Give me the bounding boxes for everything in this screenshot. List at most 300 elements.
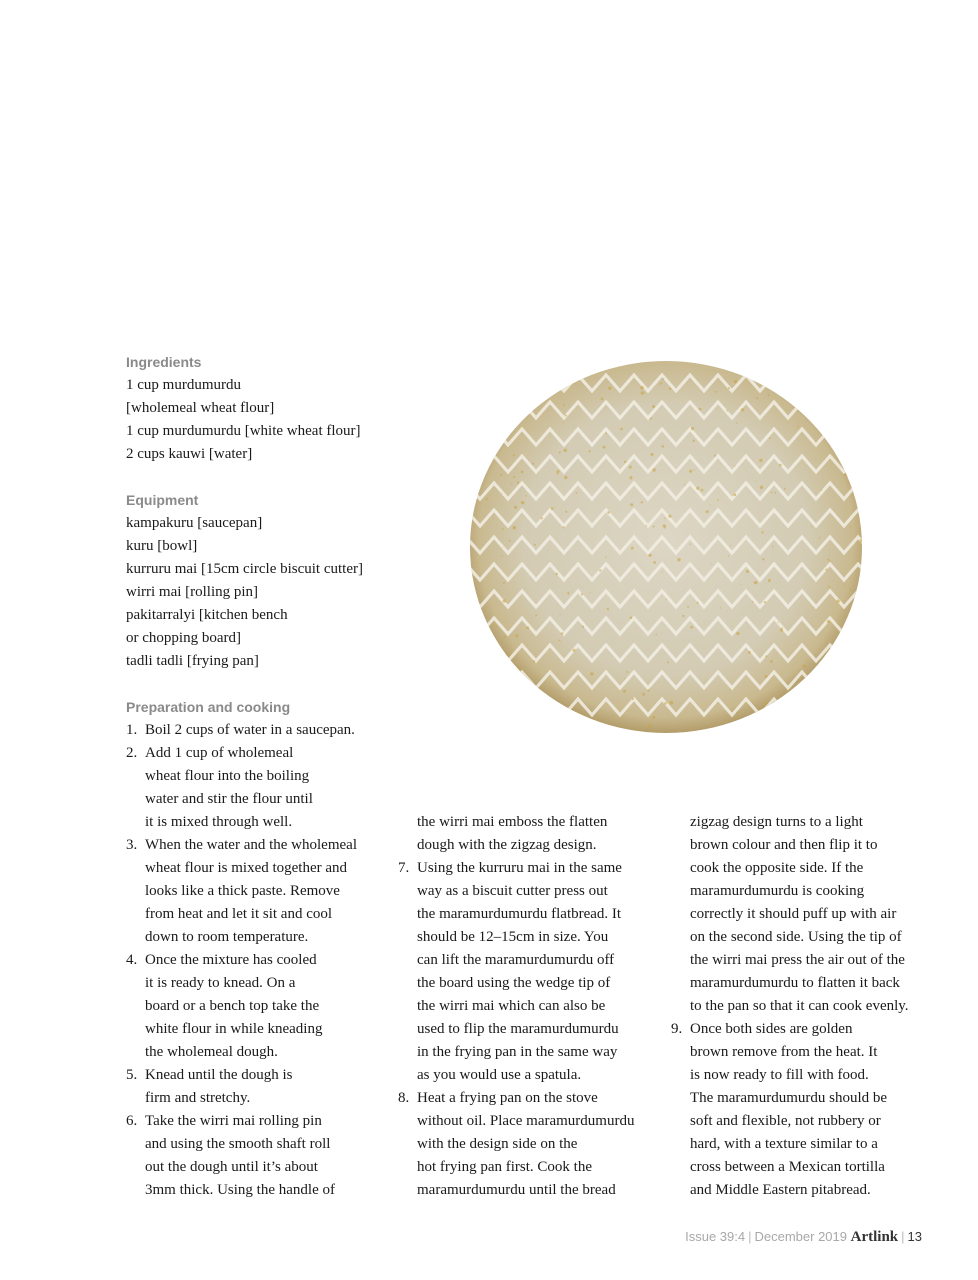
flour-speckle [851,661,854,664]
flour-speckle [748,651,751,654]
flour-speckle [500,438,501,439]
step-line: the wirri mai emboss the flatten [417,814,608,830]
step-number: 3. [126,837,138,853]
flour-speckle [568,594,569,595]
flour-speckle [620,428,623,431]
flour-speckle [531,359,534,362]
step-line: out the dough until it’s about [145,1159,318,1175]
flour-speckle [859,459,860,460]
flour-speckle [661,465,662,466]
flour-speckle [629,466,632,469]
flour-speckle [732,626,733,627]
flour-speckle [624,461,626,463]
flour-speckle [736,632,739,635]
flour-speckle [850,590,852,592]
flour-speckle [468,494,470,496]
flour-speckle [740,585,741,586]
flour-speckle [662,445,665,448]
flour-speckle [701,489,704,492]
flour-speckle [513,526,516,529]
flour-speckle [798,423,799,424]
flour-speckle [499,384,500,385]
flour-speckle [669,388,671,390]
flour-speckle [849,554,850,555]
flour-speckle [578,358,580,360]
flour-speckle [738,627,739,628]
flour-speckle [779,464,782,467]
flour-speckle [535,614,537,616]
flour-speckle [801,721,803,723]
step-number: 1. [126,722,138,738]
flour-speckle [607,511,610,514]
flour-speckle [720,607,721,608]
step-line: cook the opposite side. If the [690,860,864,876]
flour-speckle [653,561,656,564]
step-number: 9. [671,1021,683,1037]
issue-date: December 2019 [754,1229,847,1244]
flour-speckle [646,525,648,527]
flour-speckle [573,649,576,652]
flour-speckle [630,503,633,506]
step-7 [398,857,668,1087]
flour-speckle [521,471,524,474]
flour-speckle [647,689,649,691]
flour-speckle [603,446,606,449]
flour-speckle [608,387,611,390]
flour-speckle [827,559,829,561]
flour-speckle [663,378,665,380]
flour-speckle [493,518,494,519]
flour-speckle [768,383,770,385]
flour-speckle [728,555,729,556]
flour-speckle [629,476,632,479]
step-line: Using the kurruru mai in the same [417,860,622,876]
flour-speckle [829,560,831,562]
flour-speckle [656,634,658,636]
ingredient-line: 2 cups kauwi [water] [126,446,253,462]
step-5 [126,1064,396,1110]
flour-speckle [780,735,781,736]
flour-speckle [588,450,590,452]
flour-speckle [589,592,590,593]
flour-speckle [777,622,778,623]
flour-speckle [730,545,731,546]
brand-logo: Artlink [850,1229,899,1245]
flour-speckle [605,433,607,435]
step-8 [398,1087,668,1202]
ingredient-line: [wholemeal wheat flour] [126,400,275,416]
step-line: the wholemeal dough. [145,1044,278,1060]
flour-speckle [528,707,531,710]
flour-speckle [501,556,502,557]
flour-speckle [764,601,766,603]
flour-speckle [771,492,773,494]
step-line: board or a bench top take the [145,998,320,1014]
ingredients-list [126,374,396,466]
flour-speckle [684,484,685,485]
flour-speckle [465,543,467,545]
step-line: looks like a thick paste. Remove [145,883,340,899]
flour-speckle [765,702,768,705]
flour-speckle [565,511,567,513]
step-line: as you would use a spatula. [417,1067,582,1083]
flour-speckle [754,581,758,585]
equipment-line: or chopping board] [126,630,241,646]
step-line: in the frying pan in the same way [417,1044,618,1060]
step-line: zigzag design turns to a light [690,814,863,830]
flour-speckle [511,483,512,484]
flour-speckle [506,690,507,691]
flour-speckle [734,465,735,466]
flour-speckle [660,383,662,385]
flour-speckle [626,671,628,673]
flour-speckle [696,487,699,490]
flour-speckle [765,655,767,657]
step-line: and using the smooth shaft roll [145,1136,331,1152]
flour-speckle [766,709,768,711]
flour-speckle [855,426,856,427]
flour-speckle [827,620,830,623]
preparation-steps [126,719,396,1202]
flour-speckle [769,437,771,439]
flour-speckle [682,615,684,617]
flour-speckle [555,507,556,508]
flour-speckle [576,492,578,494]
flour-speckle [653,526,655,528]
flour-speckle [831,402,834,405]
flour-speckle [768,395,770,397]
step-line: the wirri mai which can also be [417,998,606,1014]
flour-speckle [518,668,521,671]
preparation-heading: Preparation and cooking [126,699,291,715]
flour-speckle [472,659,473,660]
flour-speckle [623,690,626,693]
flour-speckle [706,510,709,513]
flour-speckle [590,672,594,676]
flour-speckle [728,387,730,389]
flour-speckle [733,722,736,725]
flour-speckle [797,426,799,428]
flour-speckle [501,492,502,493]
flour-speckle [605,556,606,557]
equipment-line: kuru [bowl] [126,538,198,554]
step-line: without oil. Place maramurdumurdu [417,1113,635,1129]
flour-speckle [466,435,469,438]
flour-speckle [497,710,498,711]
flour-speckle [652,468,655,471]
ingredient-line: 1 cup murdumurdu [white wheat flour] [126,423,361,439]
flour-speckle [517,481,519,483]
flour-speckle [715,391,717,393]
flour-speckle [780,705,782,707]
step-line: down to room temperature. [145,929,309,945]
flour-speckle [533,660,535,662]
step-line: cross between a Mexican tortilla [690,1159,885,1175]
flour-speckle [559,614,560,615]
step-line: and Middle Eastern pitabread. [690,1182,871,1198]
flour-speckle [760,486,763,489]
flour-speckle [567,592,569,594]
step-line: The maramurdumurdu should be [690,1090,888,1106]
flour-speckle [518,362,521,365]
flour-speckle [565,415,567,417]
flour-speckle [860,539,864,543]
flour-speckle [515,403,516,404]
flour-speckle [503,599,507,603]
step-line: is now ready to fill with food. [690,1067,869,1083]
flour-speckle [475,481,477,483]
flour-speckle [555,573,558,576]
step-line: Knead until the dough is [145,1067,293,1083]
equipment-line: kurruru mai [15cm circle biscuit cutter] [126,561,363,577]
flour-speckle [748,731,749,732]
step-line: white flour in while kneading [145,1021,323,1037]
flour-speckle [774,492,776,494]
step-line: maramurdumurdu to flatten it back [690,975,900,991]
flour-speckle [562,526,564,528]
step-line: from heat and let it sit and cool [145,906,333,922]
flour-speckle [852,710,855,713]
step-number: 6. [126,1113,138,1129]
flour-speckle [770,660,773,663]
flour-speckle [860,599,863,602]
page-number: 13 [907,1229,922,1244]
flour-speckle [488,456,490,458]
equipment-line: tadli tadli [frying pan] [126,653,259,669]
flour-speckle [752,601,754,603]
flour-speckle [780,628,783,631]
flour-speckle [472,428,474,430]
flour-speckle [845,585,846,586]
flour-speckle [558,639,560,641]
step-line: Once both sides are golden [690,1021,853,1037]
flour-speckle [536,385,537,386]
equipment-list [126,512,396,673]
step-line: dough with the zigzag design. [417,837,597,853]
flour-speckle [503,582,505,584]
step-line: brown colour and then flip it to [690,837,878,853]
step-line: brown remove from the heat. It [690,1044,878,1060]
flour-speckle [689,470,692,473]
flour-speckle [467,594,468,595]
flour-speckle [468,645,470,647]
flour-speckle [525,495,527,497]
flour-speckle [677,558,680,561]
flour-speckle [862,680,865,683]
flour-speckle [581,593,583,595]
step-9 [671,1018,941,1202]
flour-speckle [640,386,644,390]
flour-speckle [486,498,488,500]
flour-speckle [785,409,786,410]
flour-speckle [562,422,563,423]
step-line: used to flip the maramurdumurdu [417,1021,619,1037]
flour-speckle [825,398,827,400]
flour-speckle [503,547,504,548]
step-line: 3mm thick. Using the handle of [145,1182,335,1198]
flour-speckle [513,699,516,702]
equipment-heading: Equipment [126,492,199,508]
step-line: hard, with a texture similar to a [690,1136,878,1152]
step-3 [126,834,396,949]
flour-speckle [733,493,736,496]
flour-speckle [477,562,479,564]
flour-speckle [820,718,822,720]
flour-speckle [761,531,763,533]
step-line: correctly it should puff up with air [690,906,897,922]
step-line: Boil 2 cups of water in a saucepan. [145,722,355,738]
flour-speckle [690,626,693,629]
flour-speckle [521,501,524,504]
flour-speckle [813,607,814,608]
step-line: maramurdumurdu until the bread [417,1182,616,1198]
step-line: it is ready to knead. On a [145,975,296,991]
flour-speckle [630,616,633,619]
flour-speckle [557,473,559,475]
flour-speckle [632,698,634,700]
flour-speckle [504,653,507,656]
flour-speckle [843,663,845,665]
flour-speckle [699,408,702,411]
flour-speckle [504,636,506,638]
equipment-line: wirri mai [rolling pin] [126,584,259,600]
flour-speckle [664,702,667,705]
flour-speckle [466,730,469,733]
flour-speckle [821,489,823,491]
flour-speckle [499,420,501,422]
equipment-line: pakitarralyi [kitchen bench [126,607,288,623]
step-line: water and stir the flour until [145,791,313,807]
flour-speckle [803,665,806,668]
flour-speckle [670,701,674,705]
flour-speckle [717,499,719,501]
flour-speckle [736,422,737,423]
step-line: hot frying pan first. Cook the [417,1159,592,1175]
step-line: the wirri mai press the air out of the [690,952,905,968]
flour-speckle [736,712,737,713]
flour-speckle [859,528,860,529]
flour-speckle [607,608,609,610]
flour-speckle [646,393,647,394]
issue-number: Issue 39:4 [685,1229,746,1244]
flour-speckle [513,476,515,478]
flour-speckle [828,586,830,588]
ingredients-heading: Ingredients [126,354,202,370]
flour-speckle [691,427,694,430]
flour-speckle [746,570,749,573]
flour-speckle [603,729,606,732]
step-4 [126,949,396,1064]
flour-speckle [561,632,564,635]
flour-speckle [631,547,634,550]
flour-speckle [734,380,737,383]
flour-speckle [560,641,561,642]
flour-speckle [586,369,588,371]
step-number: 4. [126,952,138,968]
step-line: Heat a frying pan on the stove [417,1090,598,1106]
flour-speckle [836,599,840,603]
flour-speckle [651,453,654,456]
flour-speckle [564,476,567,479]
flour-speckle [772,546,773,547]
flour-speckle [641,391,645,395]
flour-speckle [641,501,643,503]
step-line: the maramurdumurdu flatbread. It [417,906,622,922]
step-number: 7. [398,860,410,876]
flour-speckle [746,649,747,650]
flour-speckle [551,507,554,510]
flour-speckle [509,540,511,542]
flour-speckle [541,517,543,519]
step-line: Once the mixture has cooled [145,952,317,968]
flour-speckle [668,515,671,518]
flour-speckle [598,369,599,370]
step-1 [126,719,396,742]
step-line: maramurdumurdu is cooking [690,883,865,899]
flour-speckle [690,544,691,545]
flour-speckle [476,439,478,441]
flour-speckle [767,368,769,370]
flour-speckle [468,516,470,518]
flour-speckle [833,395,834,396]
flour-speckle [726,410,727,411]
flour-speckle [693,440,695,442]
flour-speckle [729,689,730,690]
flour-speckle [532,463,534,465]
flour-speckle [710,504,711,505]
step-line: wheat flour into the boiling [145,768,310,784]
flour-speckle [853,389,856,392]
flour-speckle [466,444,469,447]
flour-speckle [811,526,812,527]
flour-speckle [762,558,764,560]
flour-speckle [784,488,786,490]
flour-speckle [825,568,827,570]
step-2 [126,742,396,834]
flour-speckle [648,725,651,728]
step-line: the board using the wedge tip of [417,975,611,991]
flour-speckle [694,706,695,707]
flour-speckle [798,679,799,680]
step-line: should be 12–15cm in size. You [417,929,609,945]
step-line: When the water and the wholemeal [145,837,357,853]
step-line: it is mixed through well. [145,814,293,830]
step-line: way as a biscuit cutter press out [417,883,608,899]
flour-speckle [667,661,669,663]
flour-speckle [601,397,604,400]
flour-speckle [711,564,712,565]
flour-speckle [664,518,665,519]
flour-speckle [648,554,651,557]
flour-speckle [756,480,757,481]
flour-speckle [563,378,565,380]
flour-speckle [520,421,521,422]
flour-speckle [697,602,699,604]
flatbread-photo [462,355,870,745]
flour-speckle [484,714,488,718]
step-line: can lift the maramurdumurdu off [417,952,615,968]
flour-speckle [759,459,762,462]
flour-speckle [765,675,768,678]
flour-speckle [862,609,863,610]
flour-speckle [652,716,655,719]
step-line: soft and flexible, not rubbery or [690,1113,881,1129]
flour-speckle [563,405,565,407]
step-line: wheat flour is mixed together and [145,860,348,876]
flour-speckle [515,634,518,637]
flour-speckle [659,384,660,385]
flour-speckle [824,459,825,460]
